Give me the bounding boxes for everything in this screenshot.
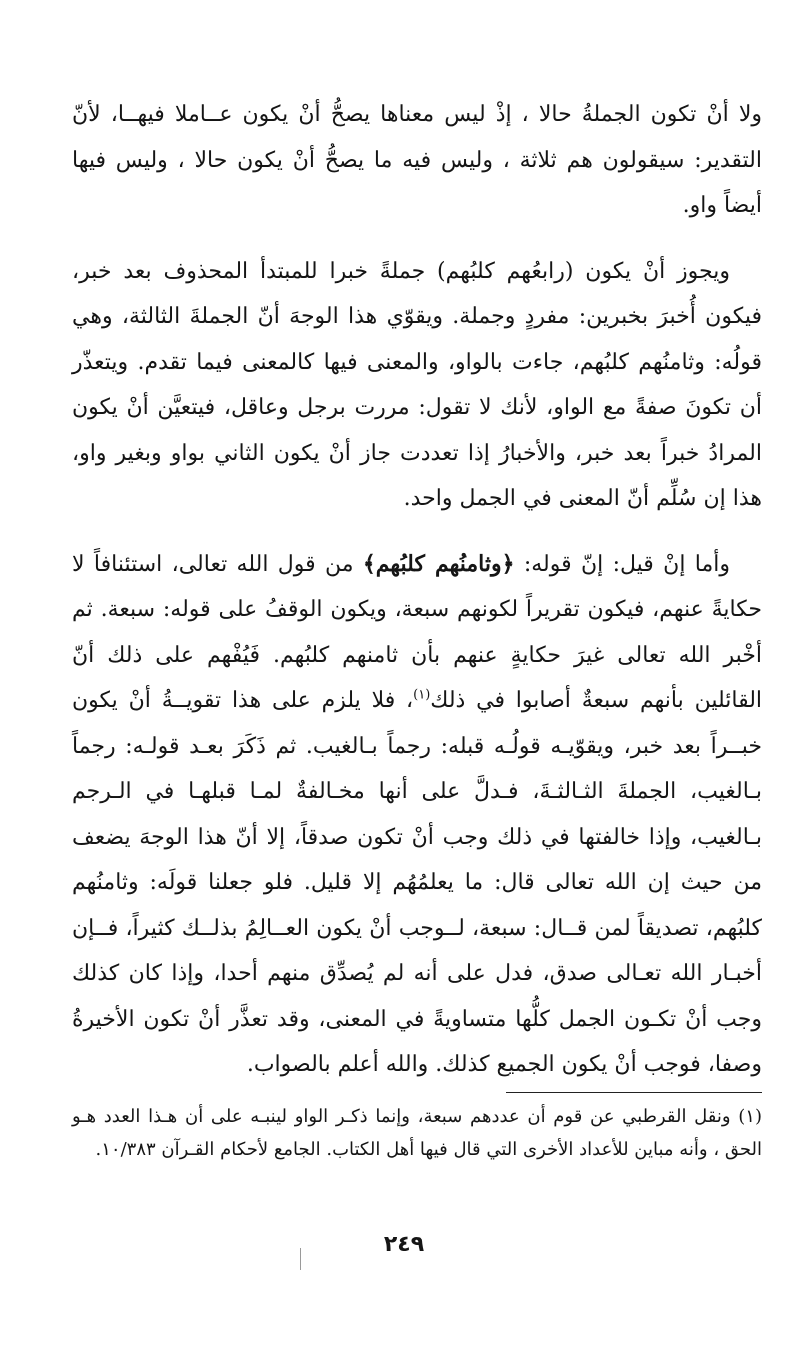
paragraph-3-mid: من قول الله تعالى، استئنافاً لا حكايةً عنهم، فيكون تقريراً لكونهم سبعة، ويكون الوقفُ على قوله: سبعة. ثم أخْبر الله تعالى غيرَ حكايةٍ عنهم بأن ثامنهم كلبُهم. فَيُفْهم على ذلك أنّ القائلين بأنهم سبعةٌ أصابوا في ذلك xyxy=(72,551,763,713)
paragraph-3 xyxy=(72,542,762,1088)
footnote-reference: (١) xyxy=(413,687,431,703)
footnotes xyxy=(72,1100,762,1166)
paragraph-1: ولا أنْ تكون الجملةُ حالا ، إذْ ليس معناها يصحُّ أنْ يكون عــاملا فيهــا، لأنّ التقدير: سيقولون هم ثلاثة ، وليس فيه ما يصحُّ أنْ يكون حالا ، وليس فيها أيضاً واو. xyxy=(72,102,762,218)
paragraph-2: ويجوز أنْ يكون (رابعُهم كلبُهم) جملةً خبرا للمبتدأ المحذوف بعد خبر، فيكون أُخبرَ بخبرين: مفردٍ وجملة. ويقوّي هذا الوجهَ أنّ الجملةَ الثالثة، وهي قولُه: وثامنُهم كلبُهم، جاءت بالواو، والمعنى فيها كالمعنى فيما تقدم. ويتعذّر أن تكونَ صفةً مع الواو، لأنك لا تقول: مررت برجل وعاقل، فيتعيَّن أنْ يكون المرادُ خبراً بعد خبر، والأخبارُ إذا تعددت جاز أنْ يكون الثاني بواو وبغير واو، هذا إن سُلِّم أنّ المعنى في الجمل واحد. xyxy=(72,258,762,511)
footnote-separator xyxy=(506,1092,762,1093)
paragraph-3-rest: ، فلا يلزم على هذا تقويــةُ أنْ يكون خبــراً بعد خبر، ويقوّيـه قولُـه قبله: رجماً بـالغيب. ثم ذَكَرَ بعـد قولـه: رجماً بـالغيب، الجملةَ الثـالثـةَ، فـدلَّ على أنها مخـالفةٌ لمـا قبلهـا في الـرجم بـالغيب، وإذا خالفتها في ذلك وجب أنْ تكون صدقاً، إلا أنّ هذا الوجهَ يضعف من حيث إن الله تعالى قال: ما يعلمُهُم إلا قليل. فلو جعلنا قولَه: وثامنُهم كلبُهم، تصديقاً لمن قــال: سبعة، لــوجب أنْ يكون العــالِمُ بذلــك كثيراً، فــإن أخبـار الله تعـالى صدق، فدل على أنه لم يُصدِّق منهم أحدا، وإذا كان كذلك وجب أنْ تكـون الجمل كلُّها متساويةً في المعنى، وقد تعذَّر أنْ تكون الأخيرةُ وصفا، فوجب أنْ يكون الجميع كذلك. والله أعلم بالصواب. xyxy=(72,688,762,1077)
footnote-1: (١) ونقل القرطبي عن قوم أن عددهم سبعة، وإنما ذكـر الواو لينبـه على أن هـذا العدد هـو الحق ، وأنه مباين للأعداد الأخرى التي قال فيها أهل الكتاب. الجامع لأحكام القـرآن ١٠/٣٨٣. xyxy=(72,1106,762,1160)
paragraph-3-lead: وأما إنْ قيل: إنّ قوله: xyxy=(514,551,730,577)
quran-quote: ﴿وثامنُهم كلبُهم﴾ xyxy=(362,550,515,577)
main-text-block xyxy=(72,92,762,1108)
page-number: ٢٤٩ xyxy=(383,1232,425,1257)
gutter-mark xyxy=(300,1248,301,1270)
